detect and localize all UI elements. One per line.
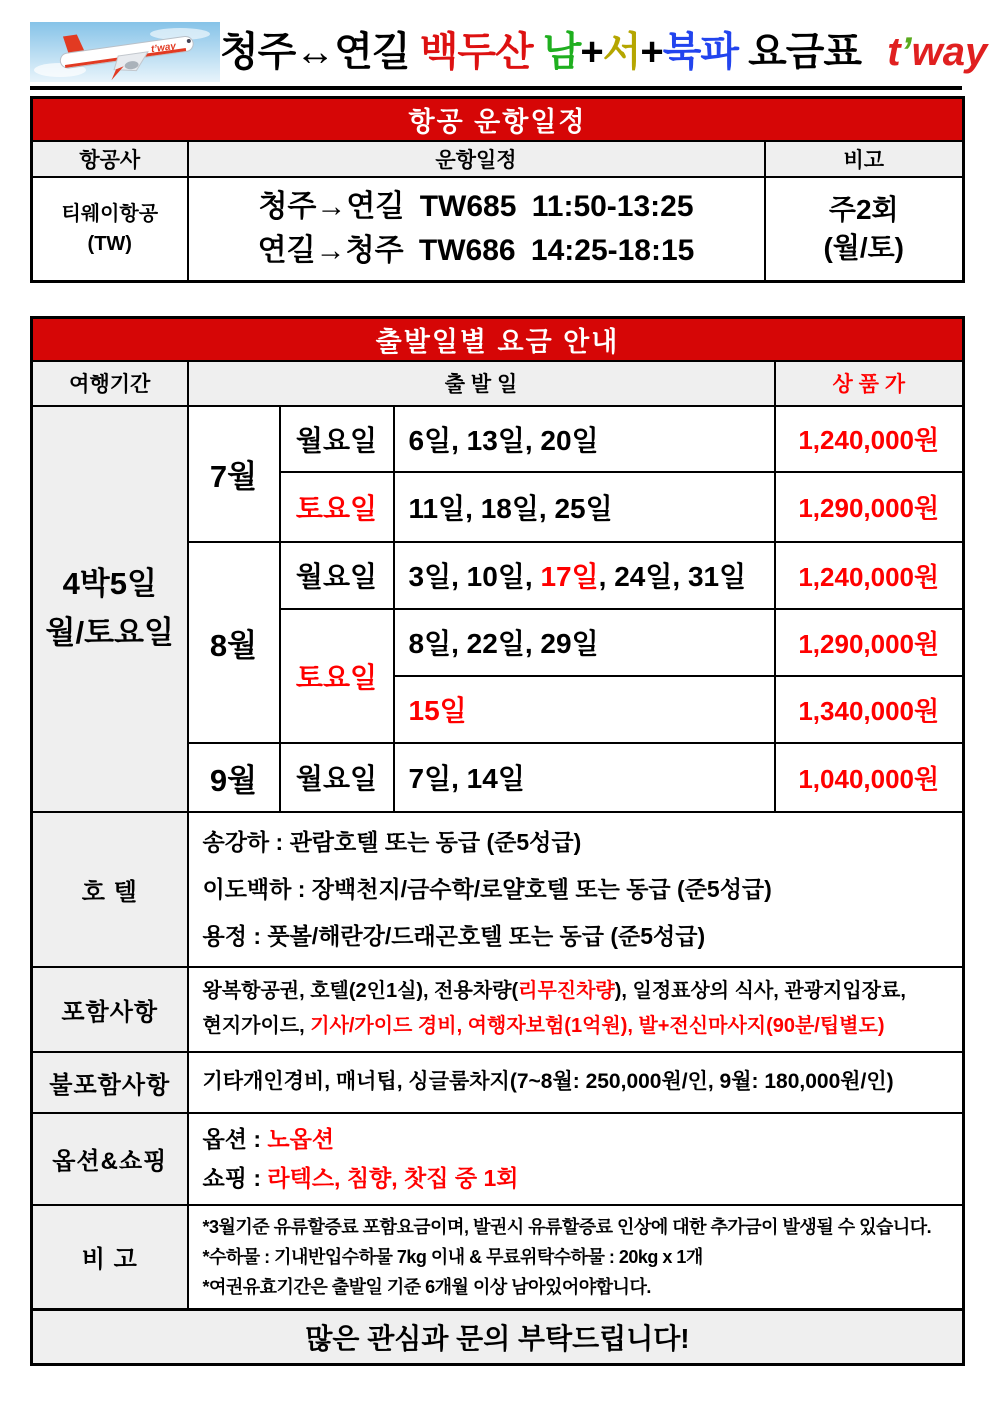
masthead [30, 20, 988, 90]
title-bukpa: 북파 [662, 29, 739, 74]
included-info-cell [188, 967, 964, 1052]
included-red-text: 기사/가이드 경비, 여행자보험(1억원), 발+전신마사지(90분/팁별도) [310, 1015, 885, 1037]
dow-cell: 월요일 [280, 406, 394, 472]
options-info-cell [188, 1113, 964, 1205]
dow-cell: 월요일 [280, 542, 394, 609]
options-label: 옵션&쇼핑 [32, 1113, 188, 1205]
dates-cell: 11일, 18일, 25일 [394, 472, 775, 542]
dates-red-part: 17일 [540, 561, 599, 592]
hotel-row [32, 812, 964, 967]
dow-cell: 토요일 [280, 609, 394, 743]
included-line-1 [203, 974, 949, 1009]
remarks-row [32, 1205, 964, 1310]
content-area [30, 0, 988, 1366]
hotel-label: 호 텔 [32, 812, 188, 967]
price-cell: 1,340,000원 [775, 676, 964, 743]
shopping-value: 라텍스, 침향, 찻집 중 1회 [267, 1164, 519, 1191]
shopping-prefix: 쇼핑 : [202, 1164, 268, 1191]
hotel-line-yongjeong: 용정 : 풋볼/해란강/드래곤호텔 또는 동급 (준5성급) [202, 922, 706, 949]
col-header-period: 여행기간 [32, 361, 188, 406]
price-cell: 1,040,000원 [775, 743, 964, 812]
col-header-note: 비고 [765, 141, 964, 177]
schedule-outbound: 청주→연길 TW685 11:50-13:25 [258, 190, 694, 224]
brand-apostrophe: ’ [900, 29, 912, 74]
brand-t: t [887, 29, 901, 74]
tway-brand-logo [887, 30, 987, 74]
dates-cell: 6일, 13일, 20일 [394, 406, 775, 472]
period-days: 월/토요일 [45, 614, 174, 650]
page-title [220, 29, 988, 74]
fares-table [30, 316, 965, 1366]
excluded-text: 기타개인경비, 매너팁, 싱글룸차지(7~8월: 250,000원/인, 9월: 180,000원/인) [202, 1070, 894, 1094]
col-header-airline: 항공사 [32, 141, 188, 177]
flight-schedule-table [30, 96, 965, 283]
dates-black-part: 3일, 10일, [408, 561, 541, 592]
option-value: 노옵션 [267, 1125, 335, 1152]
excluded-row [32, 1052, 964, 1113]
dow-cell: 토요일 [280, 472, 394, 542]
airline-code: (TW) [87, 232, 132, 255]
title-seo: 서 [602, 29, 641, 74]
included-text: ), 일정표상의 식사, 관광지입장료, [614, 980, 906, 1002]
title-nam: 남 [542, 29, 581, 74]
remarks-label: 비 고 [32, 1205, 188, 1310]
title-plus2: + [640, 29, 663, 74]
remark-fuel-surcharge: *3월기준 유류할증료 포함요금이며, 발권시 유류할증료 인상에 대한 추가금이 발생될 수 있습니다. [202, 1216, 932, 1237]
month-cell-september: 9월 [188, 743, 280, 812]
dates-cell [394, 542, 775, 609]
remark-baggage: *수하물 : 기내반입수하물 7kg 이내 & 무료위탁수하물 : 20kg x 1개 [202, 1246, 703, 1267]
airline-name: 티웨이항공 [61, 202, 159, 225]
included-red-text: 리무진차량 [518, 980, 615, 1002]
remarks-info-cell [188, 1205, 964, 1310]
included-label: 포함사항 [32, 967, 188, 1052]
excluded-info-cell [188, 1052, 964, 1113]
title-fare: 요금표 [748, 29, 862, 74]
remark-passport: *여권유효기간은 출발일 기준 6개월 이상 남아있어야합니다. [202, 1276, 651, 1297]
footer-message: 많은 관심과 문의 부탁드립니다! [32, 1309, 964, 1364]
price-cell: 1,240,000원 [775, 542, 964, 609]
brand-way: way [911, 29, 988, 74]
dates-cell: 7일, 14일 [394, 743, 775, 812]
trip-period-cell [32, 406, 188, 812]
option-line [203, 1120, 949, 1159]
hotel-line-songgangha: 송강하 : 관람호텔 또는 동급 (준5성급) [202, 828, 582, 855]
period-duration: 4박5일 [62, 566, 157, 602]
title-baekdusan: 백두산 [419, 29, 533, 74]
fuselage-brand-text: t’way [150, 40, 177, 55]
options-row [32, 1113, 964, 1205]
col-header-price: 상 품 가 [775, 361, 964, 406]
schedule-inbound: 연길→청주 TW686 14:25-18:15 [257, 233, 695, 267]
shopping-line [203, 1159, 949, 1198]
option-prefix: 옵션 : [202, 1125, 268, 1152]
note-days: (월/토) [823, 231, 905, 263]
note-frequency: 주2회 [828, 193, 899, 225]
title-route: 청주↔연길 [220, 29, 410, 74]
included-text: 현지가이드, [202, 1015, 311, 1037]
month-cell-july: 7월 [188, 406, 280, 542]
col-header-departure: 출 발 일 [188, 361, 775, 406]
price-cell: 1,290,000원 [775, 609, 964, 676]
included-text: 왕복항공권, 호텔(2인1실), 전용차량( [202, 980, 519, 1002]
tway-airplane-photo [30, 22, 220, 82]
flight-schedule-banner: 항공 운항일정 [32, 98, 964, 142]
price-cell: 1,290,000원 [775, 472, 964, 542]
dow-cell: 월요일 [280, 743, 394, 812]
schedule-cell [188, 177, 765, 281]
dates-black-part: , 24일, 31일 [598, 561, 747, 592]
note-cell [765, 177, 964, 281]
col-header-schedule: 운항일정 [188, 141, 765, 177]
hotel-line-idobaekha: 이도백하 : 장백천지/금수학/로얄호텔 또는 동급 (준5성급) [202, 875, 772, 902]
footer-row [32, 1309, 964, 1364]
hotel-info-cell [188, 812, 964, 967]
dates-cell: 8일, 22일, 29일 [394, 609, 775, 676]
fare-row-jul-mon [32, 406, 964, 472]
included-line-2 [203, 1009, 949, 1044]
title-plus1: + [580, 29, 603, 74]
fares-banner: 출발일별 요금 안내 [32, 317, 964, 361]
month-cell-august: 8월 [188, 542, 280, 743]
dates-cell: 15일 [394, 676, 775, 743]
price-cell: 1,240,000원 [775, 406, 964, 472]
included-row [32, 967, 964, 1052]
excluded-label: 불포함사항 [32, 1052, 188, 1113]
airline-cell [32, 177, 188, 281]
